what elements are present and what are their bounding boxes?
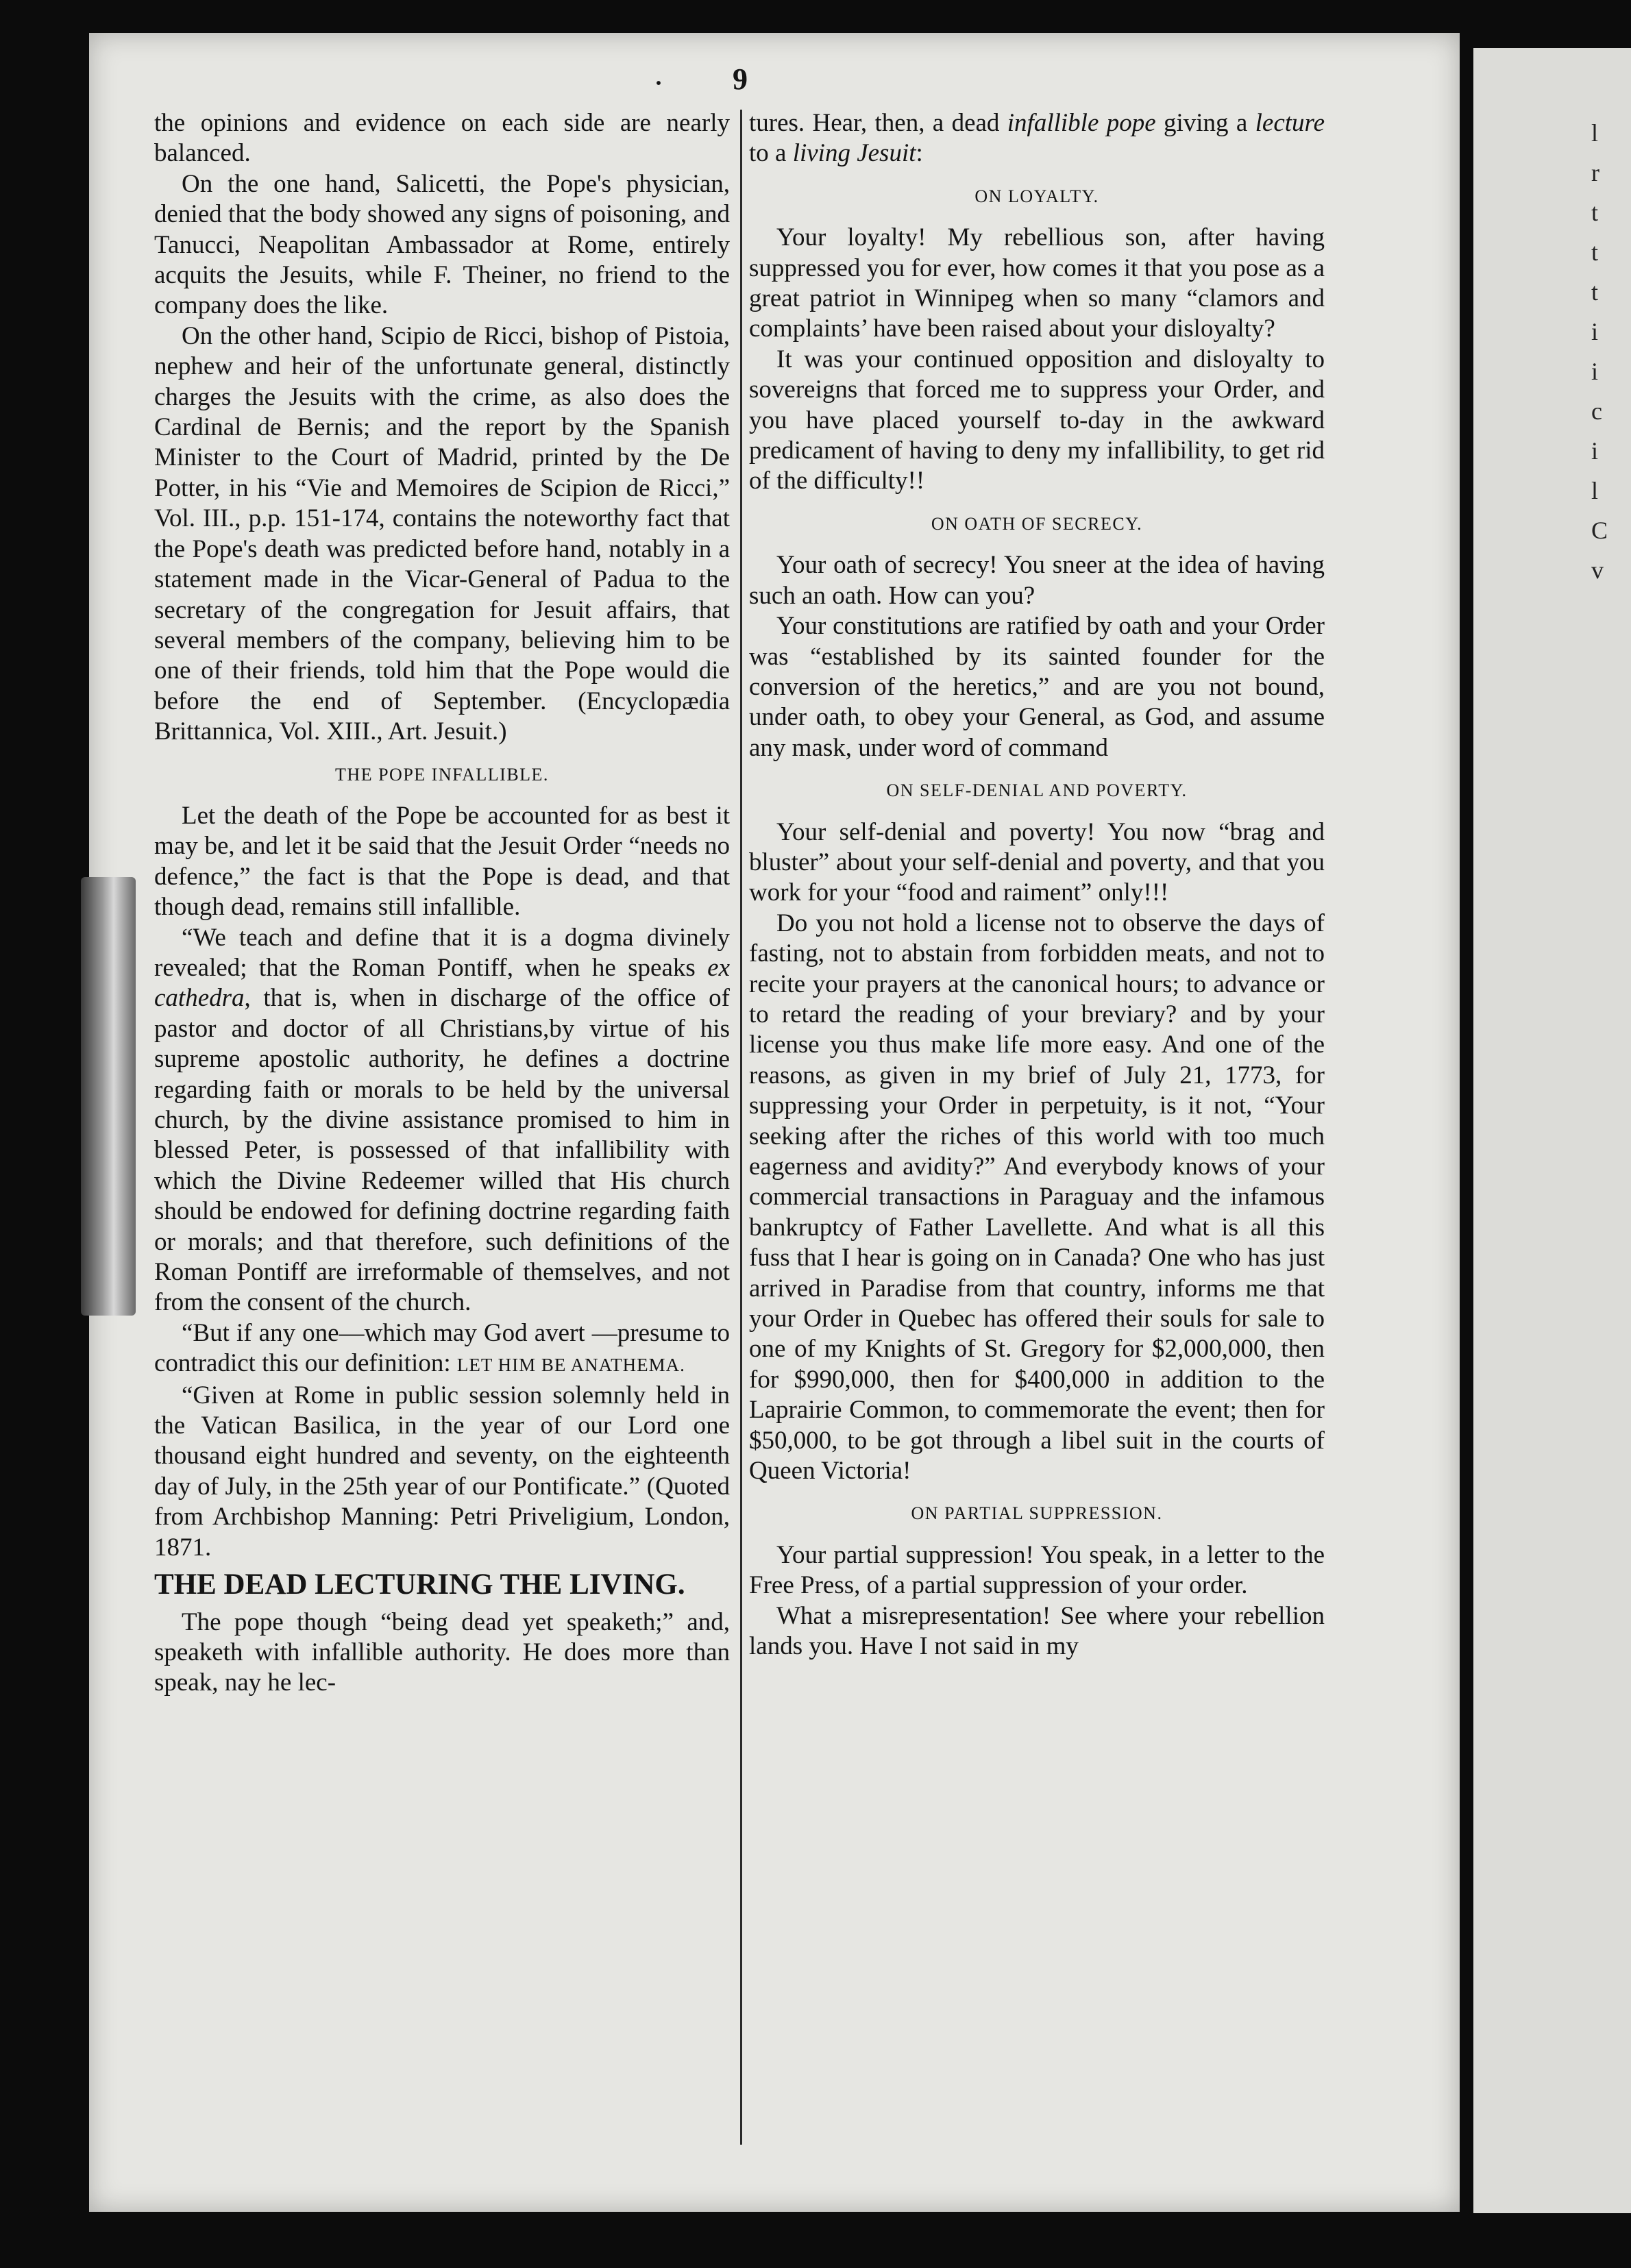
edge-letter: l — [1591, 119, 1599, 147]
section-heading: ON LOYALTY. — [974, 186, 1099, 206]
column-divider — [740, 110, 742, 2145]
edge-letter: t — [1591, 278, 1599, 306]
italic-text: ex cathedra — [154, 953, 730, 1013]
text-run: “But if any one—which may God avert —presume to contradict this our definition: — [154, 1318, 730, 1378]
edge-letter: r — [1591, 159, 1599, 186]
paragraph: Your constitutions are ratified by oath and your Order was “established by its sainted founder for the conversion of the heretics,” and are you not bound, under oath, to obey your General, as God, and assume any mask, under word of command — [749, 612, 1325, 762]
edge-letter: C — [1591, 517, 1608, 544]
paragraph — [154, 923, 730, 1318]
section-heading: ON SELF-DENIAL AND POVERTY. — [886, 780, 1188, 801]
paragraph: On the one hand, Salicetti, the Pope's physician, denied that the body showed any signs of poisoning, and Tanucci, Neapolitan Ambassador at Rome, entirely acquits the Jesuits, while F. Theiner, no friend to the company does the like. — [154, 169, 730, 320]
major-heading: THE DEAD LECTURING THE LIVING. — [154, 1568, 685, 1601]
text-run: tures. Hear, then, a dead — [749, 109, 1007, 137]
edge-letter: v — [1591, 556, 1604, 584]
paragraph: Do you not hold a license not to observe the days of fasting, not to abstain from forbidden meats, and not to recite your prayers at the canonical hours; to advance or to retard the reading of your breviary? and by your license you thus make life more easy. And one of the reasons, as given in my brief of July 21, 1773, for suppressing your Order in perpetuity, is it not, “Your seeking after the riches of this world with too much eagerness and avidity?” And everybody knows of your commercial transactions in Paraguay and the infamous bankruptcy of Father Lavellette. And what is all this fuss that I hear is going on in Canada? One who has just arrived in Paradise from that country, informs me that your Order in Quebec has offered their souls for sale to one of my Knights of St. Gregory for $2,000,000, then for $990,000, then for $400,000 in addition to the Laprairie Common, to commemorate the event; then for $50,000, to be got through a libel suit in the courts of Queen Victoria! — [749, 909, 1325, 1486]
paragraph: Your oath of secrecy! You sneer at the idea of having such an oath. How can you? — [749, 551, 1325, 610]
paragraph: Your self-denial and poverty! You now “brag and bluster” about your self-denial and poverty, and that you work for your “food and raiment” only!!! — [749, 817, 1325, 907]
text-run: : — [916, 139, 923, 168]
paragraph: The pope though “being dead yet speaketh;” and, speaketh with infallible authority. He does more than speak, nay he lec- — [154, 1607, 730, 1697]
text-run: , that is, when in discharge of the office of pastor and doctor of all Christians,by virtue of his supreme apostolic authority, he defines a doctrine regarding faith or morals to be held by the universal church, by the divine assistance promised to him in blessed Peter, is possessed of that infallibility with which the Divine Redeemer willed that His church should be endowed for defining doctrine regarding faith or morals; and that therefore, such definitions of the Roman Pontiff are irreformable of themselves, and not from the consent of the church. — [154, 984, 730, 1317]
edge-letter: c — [1591, 397, 1602, 425]
paragraph: the opinions and evidence on each side are nearly balanced. — [154, 109, 730, 168]
edge-letter: t — [1591, 199, 1599, 226]
section-heading: ON OATH OF SECRECY. — [931, 513, 1143, 534]
italic-text: living Jesuit — [792, 139, 916, 168]
paragraph — [749, 108, 1325, 169]
section-heading: THE POPE INFALLIBLE. — [335, 764, 549, 785]
page-number: 9 — [733, 62, 748, 96]
italic-text: infallible pope — [1007, 109, 1156, 137]
edge-letter: l — [1591, 477, 1599, 504]
edge-letter: i — [1591, 358, 1599, 385]
next-page-edge-letters — [1591, 113, 1619, 590]
paragraph: Your partial suppression! You speak, in a letter to the Free Press, of a partial suppression of your order. — [749, 1540, 1325, 1600]
edge-letter: i — [1591, 437, 1599, 465]
left-column — [154, 108, 730, 1699]
paragraph: What a misrepresentation! See where your rebellion lands you. Have I not said in my — [749, 1601, 1325, 1661]
right-column — [749, 108, 1325, 1662]
text-run: “We teach and define that it is a dogma divinely revealed; that the Roman Pontiff, when he speaks — [154, 923, 730, 982]
paragraph: It was your continued opposition and disloyalty to sovereigns that forced me to suppress your Order, and you have placed yourself to-day in the awkward predicament of having to deny my infallibility, to get rid of the difficulty!! — [749, 345, 1325, 495]
binding-clip — [81, 877, 136, 1316]
edge-letter: t — [1591, 238, 1599, 266]
paragraph: Let the death of the Pope be accounted for as best it may be, and let it be said that the Jesuit Order “needs no defence,” the fact is that the Pope is dead, and that though dead, remains still infallible. — [154, 801, 730, 922]
paragraph: Your loyalty! My rebellious son, after having suppressed you for ever, how comes it that you pose as a great patriot in Winnipeg when so many “clamors and complaints’ have been raised about your disloyalty? — [749, 223, 1325, 343]
small-caps-text: LET HIM BE ANATHEMA. — [456, 1355, 685, 1376]
text-run: to a — [749, 139, 793, 168]
paragraph: “Given at Rome in public session solemnly held in the Vatican Basilica, in the year of our Lord one thousand eight hundred and seventy, on the eighteenth day of July, in the 25th year of our Pontificate.” (Quoted from Archbishop Manning: Petri Priveligium, London, 1871. — [154, 1381, 730, 1562]
ink-speck: · — [654, 69, 663, 97]
paragraph — [154, 1318, 730, 1381]
italic-text: lecture — [1255, 109, 1325, 137]
section-heading: ON PARTIAL SUPPRESSION. — [911, 1503, 1163, 1524]
text-run: giving a — [1155, 109, 1255, 137]
paragraph: On the other hand, Scipio de Ricci, bishop of Pistoia, nephew and heir of the unfortunate general, distinctly charges the Jesuits with the crime, as also does the Cardinal de Bernis; and the report by the Spanish Minister to the Court of Madrid, printed by the De Potter, in his “Vie and Memoires de Scipion de Ricci,” Vol. III., p.p. 151-174, contains the noteworthy fact that the Pope's death was predicted before hand, notably in a statement made in the Vicar-General of Padua to the secretary of the congregation for Jesuit affairs, that several members of the company, believing him to be one of their friends, told him that the Pope would die before the end of September. (Encyclopædia Brittannica, Vol. XIII., Art. Jesuit.) — [154, 321, 730, 746]
edge-letter: i — [1591, 318, 1599, 345]
